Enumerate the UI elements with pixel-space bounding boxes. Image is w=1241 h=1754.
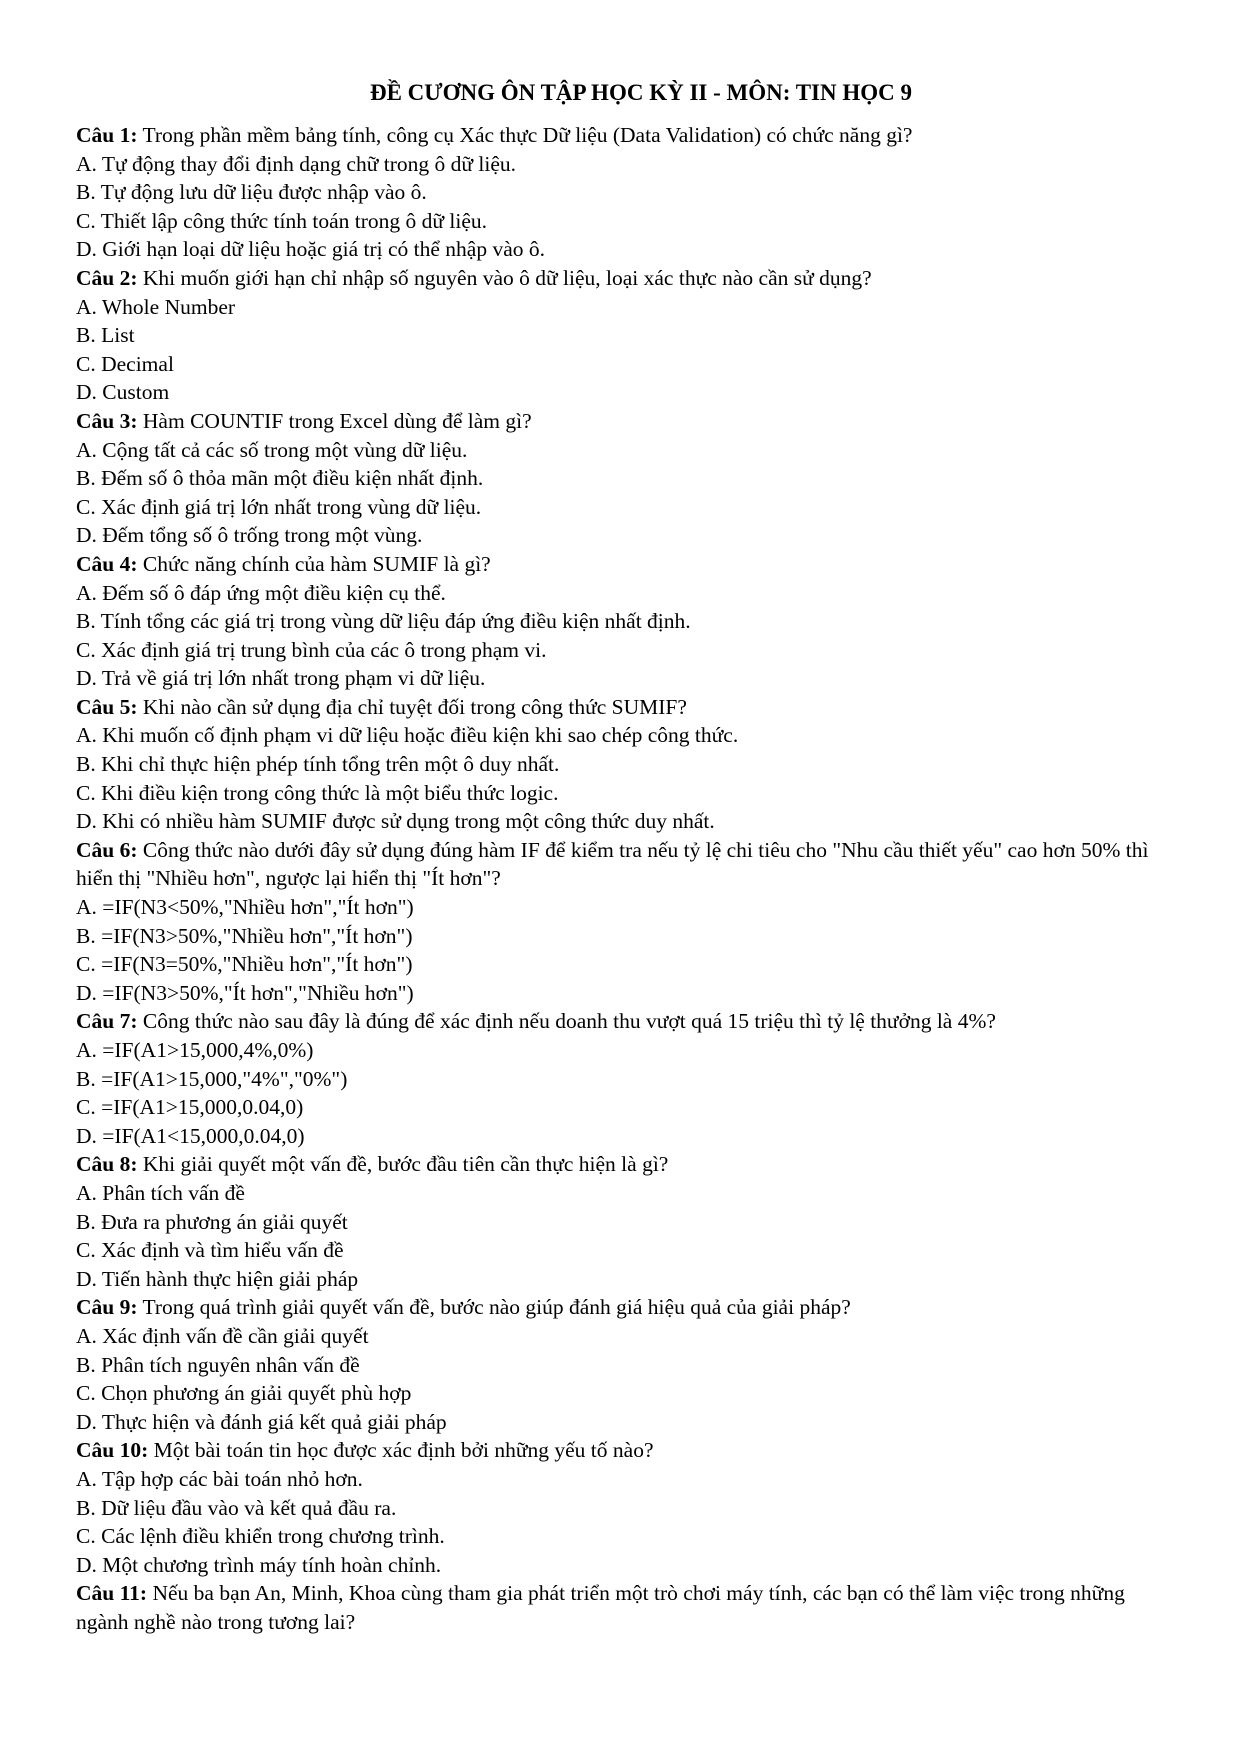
answer-option: B. Tính tổng các giá trị trong vùng dữ liệu đáp ứng điều kiện nhất định. — [76, 609, 691, 634]
answer-option: C. =IF(N3=50%,"Nhiều hơn","Ít hơn") — [76, 952, 413, 977]
answer-option: C. Chọn phương án giải quyết phù hợp — [76, 1381, 412, 1406]
question-block — [76, 121, 1176, 264]
question-stem — [76, 264, 1171, 293]
answer-option: D. =IF(A1<15,000,0.04,0) — [76, 1123, 305, 1148]
answer-option: B. Khi chỉ thực hiện phép tính tổng trên một ô duy nhất. — [76, 752, 560, 777]
answer-option: A. Whole Number — [76, 294, 236, 319]
question-number: Câu 9: — [76, 1295, 138, 1320]
question-number: Câu 6: — [76, 837, 138, 862]
answer-option: A. Cộng tất cả các số trong một vùng dữ liệu. — [76, 437, 468, 462]
answer-option: A. Tự động thay đổi định dạng chữ trong ô dữ liệu. — [76, 151, 517, 176]
question-text: Một bài toán tin học được xác định bởi những yếu tố nào? — [148, 1438, 654, 1463]
question-stem — [76, 1436, 1171, 1465]
answer-option: B. =IF(A1>15,000,"4%","0%") — [76, 1066, 348, 1091]
answer-option: A. Tập hợp các bài toán nhỏ hơn. — [76, 1466, 363, 1491]
question-text: Hàm COUNTIF trong Excel dùng để làm gì? — [137, 408, 532, 433]
answer-option: D. Khi có nhiều hàm SUMIF được sử dụng trong một công thức duy nhất. — [76, 809, 715, 834]
question-stem — [76, 693, 1171, 722]
question-number: Câu 3: — [76, 408, 138, 433]
question-text: Trong quá trình giải quyết vấn đề, bước nào giúp đánh giá hiệu quả của giải pháp? — [137, 1295, 851, 1320]
question-block — [76, 1579, 1176, 1636]
answer-option: A. Xác định vấn đề cần giải quyết — [76, 1323, 369, 1348]
question-number: Câu 11: — [76, 1581, 148, 1606]
question-block — [76, 836, 1176, 1008]
question-stem — [76, 407, 1171, 436]
question-number: Câu 10: — [76, 1438, 149, 1463]
question-block — [76, 1436, 1176, 1579]
answer-option: B. =IF(N3>50%,"Nhiều hơn","Ít hơn") — [76, 923, 413, 948]
answer-option: B. Tự động lưu dữ liệu được nhập vào ô. — [76, 180, 427, 205]
answer-option: A. =IF(A1>15,000,4%,0%) — [76, 1038, 314, 1062]
question-block — [76, 264, 1176, 407]
answer-option: D. =IF(N3>50%,"Ít hơn","Nhiều hơn") — [76, 980, 414, 1005]
answer-option: C. Khi điều kiện trong công thức là một biểu thức logic. — [76, 780, 559, 805]
answer-option: D. Tiến hành thực hiện giải pháp — [76, 1266, 359, 1291]
question-number: Câu 5: — [76, 694, 138, 719]
answer-option: D. Đếm tổng số ô trống trong một vùng. — [76, 523, 423, 548]
question-block — [76, 693, 1176, 836]
document-title: ĐỀ CƯƠNG ÔN TẬP HỌC KỲ II - MÔN: TIN HỌC 9 — [369, 80, 913, 105]
answer-option: B. Đếm số ô thỏa mãn một điều kiện nhất định. — [76, 466, 484, 491]
answer-option: A. =IF(N3<50%,"Nhiều hơn","Ít hơn") — [76, 895, 414, 920]
question-stem — [76, 121, 1171, 150]
question-list — [76, 121, 1176, 1636]
answer-option: B. List — [76, 323, 135, 348]
answer-option: C. Xác định giá trị trung bình của các ô trong phạm vi. — [76, 637, 547, 662]
answer-option: B. Phân tích nguyên nhân vấn đề — [76, 1352, 360, 1377]
question-stem — [76, 1007, 1171, 1036]
answer-option: A. Đếm số ô đáp ứng một điều kiện cụ thể. — [76, 580, 446, 605]
answer-option: C. Các lệnh điều khiển trong chương trình. — [76, 1524, 445, 1549]
question-number: Câu 4: — [76, 551, 138, 576]
answer-option: C. Xác định và tìm hiểu vấn đề — [76, 1238, 344, 1263]
question-stem — [76, 836, 1171, 893]
question-block — [76, 1150, 1176, 1293]
answer-option: C. =IF(A1>15,000,0.04,0) — [76, 1095, 304, 1120]
answer-option: D. Thực hiện và đánh giá kết quả giải pháp — [76, 1409, 447, 1434]
answer-option: B. Dữ liệu đầu vào và kết quả đầu ra. — [76, 1495, 397, 1520]
question-stem — [76, 550, 1171, 579]
question-number: Câu 8: — [76, 1152, 138, 1177]
answer-option: C. Xác định giá trị lớn nhất trong vùng dữ liệu. — [76, 494, 482, 519]
question-text: Khi nào cần sử dụng địa chỉ tuyệt đối trong công thức SUMIF? — [137, 694, 687, 719]
answer-option: D. Giới hạn loại dữ liệu hoặc giá trị có thể nhập vào ô. — [76, 237, 546, 262]
question-stem — [76, 1579, 1171, 1636]
question-stem — [76, 1293, 1171, 1322]
question-block — [76, 1293, 1176, 1436]
question-text: Công thức nào dưới đây sử dụng đúng hàm IF để kiểm tra nếu tỷ lệ chi tiêu cho "Nhu cầu thiết yếu" cao hơn 50% thì hiển thị "Nhiều hơn", ngược lại hiển thị "Ít hơn"? — [76, 837, 1149, 891]
question-number: Câu 7: — [76, 1009, 138, 1034]
question-number: Câu 1: — [76, 123, 138, 147]
question-text: Nếu ba bạn An, Minh, Khoa cùng tham gia phát triển một trò chơi máy tính, các bạn có thể làm việc trong những ngành nghề nào trong tương lai? — [76, 1581, 1125, 1634]
document-page — [76, 78, 1176, 1636]
question-text: Công thức nào sau đây là đúng để xác định nếu doanh thu vượt quá 15 triệu thì tỷ lệ thưởng là 4%? — [137, 1009, 996, 1034]
question-text: Chức năng chính của hàm SUMIF là gì? — [137, 551, 491, 576]
answer-option: D. Trả về giá trị lớn nhất trong phạm vi dữ liệu. — [76, 666, 486, 691]
answer-option: B. Đưa ra phương án giải quyết — [76, 1209, 348, 1234]
question-text: Khi giải quyết một vấn đề, bước đầu tiên cần thực hiện là gì? — [137, 1152, 669, 1177]
answer-option: C. Thiết lập công thức tính toán trong ô dữ liệu. — [76, 208, 488, 233]
question-text: Khi muốn giới hạn chỉ nhập số nguyên vào ô dữ liệu, loại xác thực nào cần sử dụng? — [137, 265, 872, 290]
question-stem — [76, 1150, 1171, 1179]
answer-option: A. Phân tích vấn đề — [76, 1180, 245, 1205]
answer-option: C. Decimal — [76, 351, 174, 376]
question-number: Câu 2: — [76, 265, 138, 290]
question-text: Trong phần mềm bảng tính, công cụ Xác thực Dữ liệu (Data Validation) có chức năng gì? — [137, 123, 913, 147]
question-block — [76, 550, 1176, 693]
answer-option: A. Khi muốn cố định phạm vi dữ liệu hoặc điều kiện khi sao chép công thức. — [76, 723, 739, 748]
question-block — [76, 407, 1176, 550]
answer-option: D. Custom — [76, 380, 170, 405]
question-block — [76, 1007, 1176, 1150]
answer-option: D. Một chương trình máy tính hoàn chỉnh. — [76, 1552, 442, 1577]
